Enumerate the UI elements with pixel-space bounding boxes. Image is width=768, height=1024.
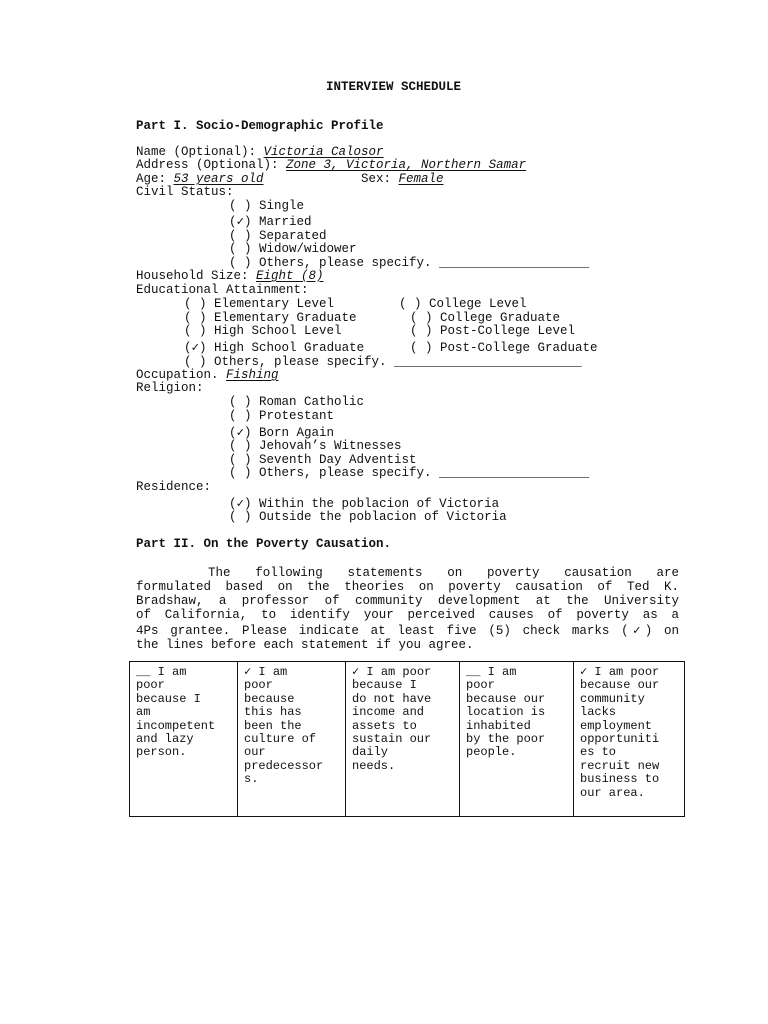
religion-option <box>229 426 334 440</box>
education-option <box>184 311 357 325</box>
option-label: College Graduate <box>440 311 561 325</box>
statement-line: our <box>244 745 266 760</box>
statement-line: needs. <box>352 758 396 773</box>
paragraph-line: Bradshaw, a professor of community development at the University <box>136 594 679 608</box>
part1-heading: Part I. Socio-Demographic Profile <box>136 119 384 133</box>
statement-line: do not have <box>352 691 432 706</box>
option-label: Married <box>259 215 312 229</box>
checkbox-mark: ( ) <box>184 311 207 325</box>
name-row <box>136 145 384 159</box>
statement-line: recruit new <box>580 758 660 773</box>
statement-line: this has <box>244 705 302 720</box>
option-label: College Level <box>429 297 527 311</box>
statement-line: employment <box>580 718 653 733</box>
religion-label: Religion: <box>136 381 204 395</box>
religion-option <box>229 409 334 423</box>
option-label: Elementary Level <box>214 297 335 311</box>
paragraph-line: 4Ps grantee. Please indicate at least five (5) check marks (✓) on <box>136 624 679 638</box>
statement-line: ✓ I am poor <box>580 665 660 679</box>
education-option <box>184 324 342 338</box>
statement-line: culture of <box>244 732 317 747</box>
statement-line: poor <box>466 678 495 693</box>
checkbox-mark: (✓) <box>229 215 252 229</box>
household-row <box>136 269 324 283</box>
checkbox-mark: ( ) <box>184 324 207 338</box>
option-label: Widow/widower <box>259 242 357 256</box>
statement-line: person. <box>136 745 187 760</box>
statement-line: __ I am <box>466 665 517 679</box>
age-value: 53 years old <box>173 172 264 186</box>
statement-line: daily <box>352 745 389 760</box>
checkbox-mark: ( ) <box>229 395 252 409</box>
statement-line: lacks <box>580 705 617 720</box>
option-label: Others, please specify. ____________________ <box>259 466 590 480</box>
sex-label: Sex: <box>361 172 399 186</box>
table-row <box>130 662 685 817</box>
statement-line: because our <box>466 691 546 706</box>
checkbox-mark: (✓) <box>229 426 252 440</box>
statement-line: assets to <box>352 718 417 733</box>
statement-cell[interactable] <box>574 662 685 817</box>
checkbox-mark: (✓) <box>229 497 252 511</box>
checkbox-mark: ( ) <box>410 311 433 325</box>
religion-option <box>229 453 417 467</box>
statement-line: by the poor <box>466 732 546 747</box>
education-option <box>410 341 598 355</box>
checkbox-mark: ( ) <box>399 297 422 311</box>
civil-status-option <box>229 229 327 243</box>
residence-option <box>229 497 499 511</box>
statement-line: location is <box>466 705 546 720</box>
civil-status-option <box>229 215 312 229</box>
checkbox-mark: ( ) <box>229 510 252 524</box>
option-label: Separated <box>259 229 327 243</box>
education-option <box>184 341 364 355</box>
education-option <box>184 297 334 311</box>
household-label: Household Size: <box>136 269 257 283</box>
instructions-paragraph <box>136 566 679 652</box>
paragraph-line: formulated based on the theories on poverty causation of Ted K. <box>136 580 679 594</box>
sex-value: Female <box>398 172 444 186</box>
paragraph-line: The following statements on poverty causation are <box>208 566 679 580</box>
age-label: Age: <box>136 172 174 186</box>
checkbox-mark: ( ) <box>229 199 252 213</box>
education-option <box>410 324 575 338</box>
education-option <box>184 355 582 369</box>
statement-line: because I <box>136 691 201 706</box>
option-label: Within the poblacion of Victoria <box>259 497 500 511</box>
option-label: Protestant <box>259 409 335 423</box>
statement-line: incompetent <box>136 718 216 733</box>
statement-line: s. <box>244 772 259 787</box>
address-row <box>136 158 526 172</box>
statement-line: people. <box>466 745 517 760</box>
religion-option <box>229 395 364 409</box>
checkbox-mark: ( ) <box>184 297 207 311</box>
name-value: Victoria Calosor <box>263 145 384 159</box>
residence-option <box>229 510 507 524</box>
checkbox-mark: ( ) <box>410 341 433 355</box>
occupation-row <box>136 368 279 382</box>
checkbox-mark: ( ) <box>229 229 252 243</box>
address-value: Zone 3, Victoria, Northern Samar <box>286 158 527 172</box>
statement-line: community <box>580 691 645 706</box>
education-label: Educational Attainment: <box>136 283 309 297</box>
religion-option <box>229 466 589 480</box>
option-label: Elementary Graduate <box>214 311 357 325</box>
statement-cell[interactable] <box>460 662 574 817</box>
statement-line: am <box>136 705 151 720</box>
civil-status-option <box>229 199 304 213</box>
checkbox-mark: ( ) <box>229 453 252 467</box>
option-label: High School Level <box>214 324 342 338</box>
statement-line: ✓ I am poor <box>352 665 432 679</box>
option-label: Single <box>259 199 305 213</box>
statement-cell[interactable] <box>130 662 238 817</box>
paragraph-line: the lines before each statement if you agree. <box>136 638 474 652</box>
statement-line: income and <box>352 705 425 720</box>
option-label: Seventh Day Adventist <box>259 453 417 467</box>
civil-status-label: Civil Status: <box>136 185 234 199</box>
statement-line: because our <box>580 678 660 693</box>
checkbox-mark: ( ) <box>229 466 252 480</box>
statement-cell[interactable] <box>238 662 346 817</box>
statement-line: es to <box>580 745 617 760</box>
name-label: Name (Optional): <box>136 145 264 159</box>
option-label: Outside the poblacion of Victoria <box>259 510 507 524</box>
part2-heading: Part II. On the Poverty Causation. <box>136 537 392 551</box>
statement-line: business to <box>580 772 660 787</box>
statement-line: inhabited <box>466 718 531 733</box>
option-label: High School Graduate <box>214 341 365 355</box>
education-option <box>399 297 527 311</box>
education-option <box>410 311 560 325</box>
option-label: Roman Catholic <box>259 395 365 409</box>
statement-line: sustain our <box>352 732 432 747</box>
sex-row <box>361 172 444 186</box>
option-label: Jehovah’s Witnesses <box>259 439 402 453</box>
civil-status-option <box>229 256 589 270</box>
civil-status-option <box>229 242 357 256</box>
paragraph-line: of California, to identify your perceived causes of poverty as a <box>136 608 679 622</box>
household-value: Eight (8) <box>256 269 324 283</box>
statement-line: __ I am <box>136 665 187 679</box>
statement-line: because <box>244 691 295 706</box>
statement-line: our area. <box>580 785 645 800</box>
checkbox-mark: ( ) <box>229 242 252 256</box>
checkbox-mark: ( ) <box>229 409 252 423</box>
statement-line: because I <box>352 678 417 693</box>
checkbox-mark: ( ) <box>184 355 207 369</box>
statement-line: and lazy <box>136 732 194 747</box>
checkbox-mark: ( ) <box>229 439 252 453</box>
occupation-label: Occupation. <box>136 368 227 382</box>
statement-line: been the <box>244 718 302 733</box>
statement-line: ✓ I am <box>244 665 288 679</box>
checkbox-mark: ( ) <box>410 324 433 338</box>
checkbox-mark: (✓) <box>184 341 207 355</box>
statements-table <box>129 661 685 817</box>
statement-line: poor <box>244 678 273 693</box>
occupation-value: Fishing <box>226 368 279 382</box>
statement-cell[interactable] <box>346 662 460 817</box>
address-label: Address (Optional): <box>136 158 287 172</box>
checkbox-mark: ( ) <box>229 256 252 270</box>
document-title: INTERVIEW SCHEDULE <box>326 80 462 94</box>
statement-line: predecessor <box>244 758 324 773</box>
age-row <box>136 172 264 186</box>
residence-label: Residence: <box>136 480 212 494</box>
religion-option <box>229 439 402 453</box>
option-label: Others, please specify. ____________________ <box>259 256 590 270</box>
option-label: Others, please specify. _________________________ <box>214 355 582 369</box>
option-label: Post-College Graduate <box>440 341 598 355</box>
option-label: Born Again <box>259 426 335 440</box>
option-label: Post-College Level <box>440 324 576 338</box>
statement-line: opportuniti <box>580 732 660 747</box>
statement-line: poor <box>136 678 165 693</box>
